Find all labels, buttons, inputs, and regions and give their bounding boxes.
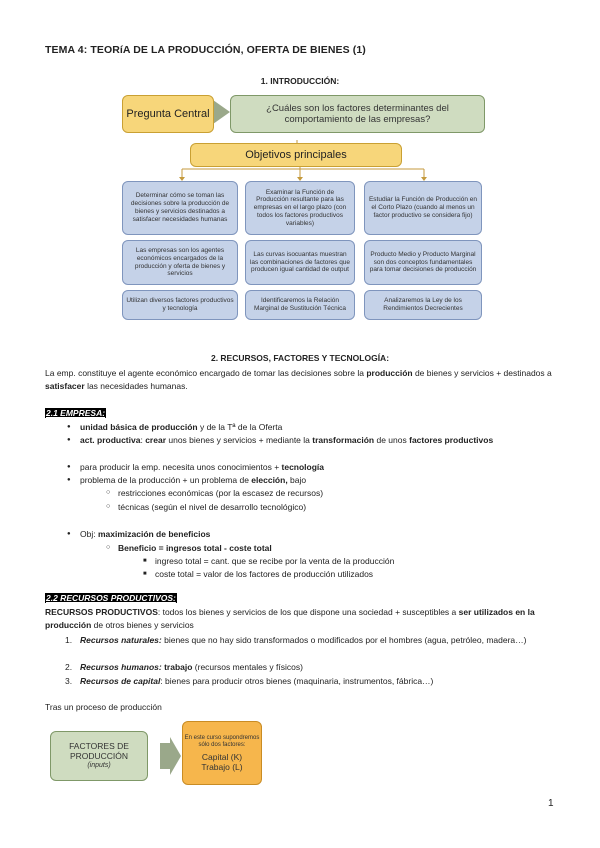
factores-trabajo: Trabajo (L) <box>201 761 243 772</box>
section2-heading: 2. RECURSOS, FACTORES Y TECNOLOGÍA: <box>210 353 390 363</box>
objective-3-detail: Producto Medio y Producto Marginal son dos conceptos fundamentales para tomar decisiones de producción <box>364 240 482 285</box>
objective-2-note: Identificaremos la Relación Marginal de Sustitución Técnica <box>245 290 355 320</box>
arrow-icon <box>213 100 230 124</box>
section2-paragraph: La emp. constituye el agente económico encargado de tomar las decisiones sobre la producción de bienes y servicios + destinados a satisfacer las necesidades humanas. <box>45 368 552 391</box>
list-item: 2. Recursos humanos: trabajo (recursos mentales y físicos) <box>65 662 303 672</box>
factores-sub: (inputs) <box>87 762 111 769</box>
list-item: ● unidad básica de producción y de la Tª de la Oferta <box>80 421 282 433</box>
tras-text: Tras un proceso de producción <box>45 702 162 712</box>
list-item: 3. Recursos de capital: bienes para producir otros bienes (maquinaria, instrumentos, fábrica…) <box>65 676 434 686</box>
recursos-paragraph: RECURSOS PRODUCTIVOS: todos los bienes y servicios de los que dispone una sociedad + susceptibles a ser utilizados en la producción de otros bienes y servicios <box>45 607 535 630</box>
objective-1-detail: Las empresas son los agentes económicos encargados de la producción y oferta de bienes y servicios <box>122 240 238 285</box>
objective-3-box: Estudiar la Función de Producción en el Corto Plazo (cuando al menos un factor productivo se considera fijo) <box>364 181 482 235</box>
objective-1-note: Utilizan diversos factores productivos y tecnología <box>122 290 238 320</box>
list-item: ● para producir la emp. necesita unos conocimientos + tecnología <box>80 461 324 473</box>
objective-3-note: Analizaremos la Ley de los Rendimientos Decrecientes <box>364 290 482 320</box>
factores-box <box>50 731 148 781</box>
central-question-label: Pregunta Central <box>122 95 214 133</box>
factores-note-box <box>182 721 262 785</box>
factores-label: FACTORES DE PRODUCCIÓN <box>69 741 129 761</box>
arrow-icon <box>160 737 181 775</box>
factores-capital: Capital (K) <box>201 751 243 762</box>
central-question-text: ¿Cuáles son los factores determinantes del comportamiento de las empresas? <box>230 95 485 133</box>
intro-heading: 1. INTRODUCCIÓN: <box>260 76 340 86</box>
empresa-heading: 2.1 EMPRESA: <box>46 408 106 418</box>
page-number: 1 <box>548 798 554 809</box>
list-item: ○ restricciones económicas (por la escasez de recursos) <box>118 487 323 499</box>
page-title: TEMA 4: TEORíA DE LA PRODUCCIÓN, OFERTA DE BIENES (1) <box>45 44 366 56</box>
recursos-heading: 2.2 RECURSOS PRODUCTIVOS: <box>46 593 176 603</box>
objective-2-detail: Las curvas isocuantas muestran las combinaciones de factores que producen igual cantidad de output <box>245 240 355 285</box>
list-item: ■ ingreso total = cant. que se recibe por la venta de la producción <box>155 555 394 567</box>
list-item: ■ coste total = valor de los factores de producción utilizados <box>155 568 373 580</box>
list-item: ○ técnicas (según el nivel de desarrollo tecnológico) <box>118 501 306 513</box>
objectives-label: Objetivos principales <box>190 143 402 167</box>
list-item: 1. Recursos naturales: bienes que no hay sido transformados o modificados por el hombres (agua, petróleo, madera…) <box>65 635 527 645</box>
objective-1-box: Determinar cómo se toman las decisiones sobre la producción de bienes y servicios destinados a satisfacer necesidades humanas <box>122 181 238 235</box>
objective-2-box: Examinar la Función de Producción resultante para las empresas en el largo plazo (con todos los factores productivos variables) <box>245 181 355 235</box>
list-item: ● Obj: maximización de beneficios <box>80 528 210 540</box>
list-item: ● act. productiva: crear unos bienes y servicios + mediante la transformación de unos factores productivos <box>80 434 550 446</box>
list-item: ○ Beneficio = ingresos total - coste total <box>118 542 272 554</box>
list-item: ● problema de la producción + un problema de elección, bajo <box>80 474 306 486</box>
factores-note: En este curso supondremos sólo dos factores: <box>184 734 260 748</box>
